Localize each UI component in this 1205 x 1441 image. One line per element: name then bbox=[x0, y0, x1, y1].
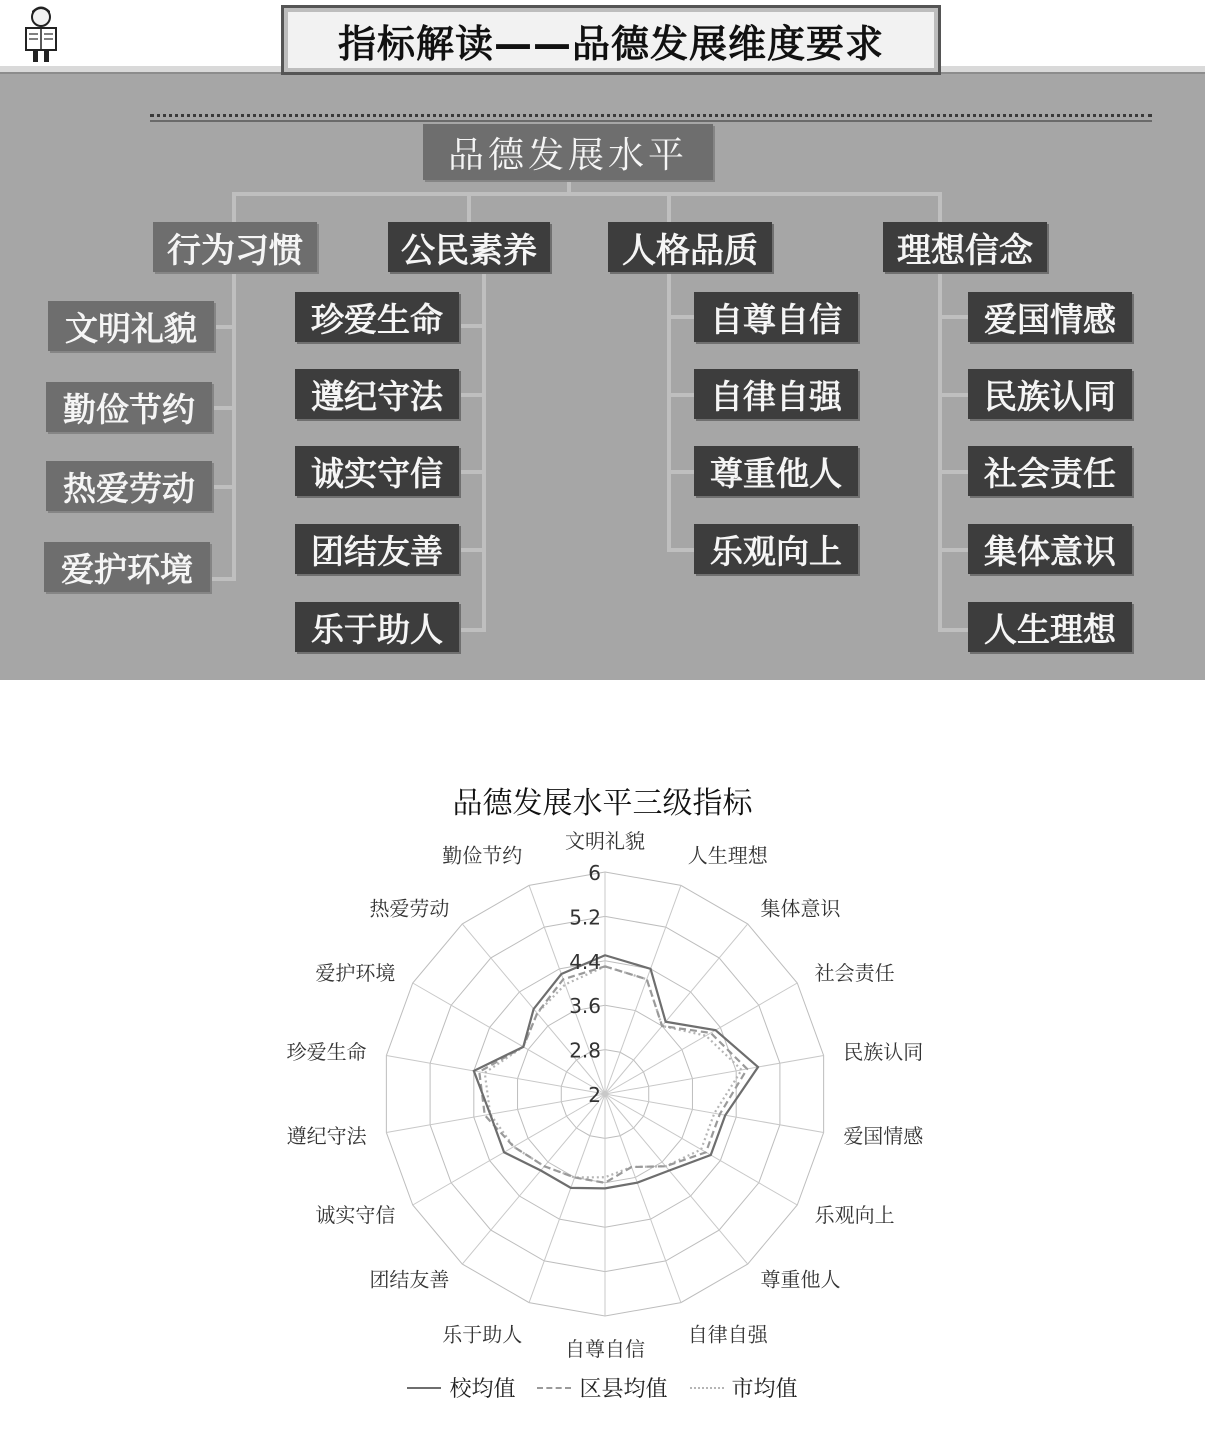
category-label: 热爱劳动 bbox=[369, 896, 450, 921]
legend-label: 校均值 bbox=[449, 1377, 516, 1402]
grid-spoke bbox=[605, 885, 681, 1094]
leaf-item: 人生理想 bbox=[968, 602, 1132, 652]
category-label: 乐于助人 bbox=[442, 1322, 523, 1347]
chart-title: 品德发展水平三级指标 bbox=[452, 786, 753, 821]
category-label: 尊重他人 bbox=[760, 1267, 841, 1292]
leaf-item: 集体意识 bbox=[968, 524, 1132, 574]
leaf-item: 诚实守信 bbox=[295, 446, 459, 496]
chart-legend bbox=[0, 1372, 1205, 1403]
tick-label: 2 bbox=[588, 1083, 601, 1107]
grid-spoke bbox=[529, 1094, 605, 1303]
tick-label: 6 bbox=[588, 861, 601, 885]
leaf-item: 爱国情感 bbox=[968, 292, 1132, 342]
category-label: 自尊自信 bbox=[565, 1337, 645, 1361]
category-label: 珍爱生命 bbox=[286, 1039, 367, 1064]
category-label: 人生理想 bbox=[687, 843, 768, 868]
leaf-item: 热爱劳动 bbox=[46, 461, 212, 511]
legend-label: 市均值 bbox=[731, 1377, 798, 1402]
legend-item-city bbox=[690, 1372, 798, 1403]
leaf-item: 自尊自信 bbox=[694, 292, 858, 342]
category-label: 爱护环境 bbox=[315, 961, 396, 985]
category-label: 爱国情感 bbox=[843, 1124, 924, 1149]
category-label: 团结友善 bbox=[369, 1267, 450, 1292]
category-label: 社会责任 bbox=[814, 961, 895, 985]
tick-label: 2.8 bbox=[569, 1038, 601, 1063]
category-citizenship: 公民素养 bbox=[388, 222, 550, 272]
leaf-item: 珍爱生命 bbox=[295, 292, 459, 342]
legend-swatch bbox=[407, 1387, 441, 1389]
category-label: 乐观向上 bbox=[814, 1203, 895, 1227]
category-behavior: 行为习惯 bbox=[153, 222, 317, 272]
legend-item-district bbox=[537, 1372, 667, 1403]
legend-item-school bbox=[407, 1372, 515, 1403]
leaf-item: 社会责任 bbox=[968, 446, 1132, 496]
leaf-item: 文明礼貌 bbox=[48, 301, 214, 351]
category-label: 诚实守信 bbox=[315, 1203, 396, 1227]
category-ideals: 理想信念 bbox=[883, 222, 1047, 272]
page-title: 指标解读——品德发展维度要求 bbox=[281, 5, 941, 75]
legend-label: 区县均值 bbox=[579, 1377, 668, 1402]
tick-label: 3.6 bbox=[569, 994, 601, 1019]
category-personality: 人格品质 bbox=[608, 222, 772, 272]
leaf-item: 爱护环境 bbox=[44, 542, 210, 592]
grid-spoke bbox=[605, 1094, 681, 1303]
category-label: 自律自强 bbox=[687, 1322, 768, 1347]
tree-root: 品德发展水平 bbox=[423, 124, 713, 180]
leaf-item: 遵纪守法 bbox=[295, 369, 459, 419]
category-label: 民族认同 bbox=[843, 1039, 924, 1064]
leaf-item: 团结友善 bbox=[295, 524, 459, 574]
category-label: 遵纪守法 bbox=[286, 1124, 367, 1149]
leaf-item: 乐观向上 bbox=[694, 524, 858, 574]
leaf-item: 勤俭节约 bbox=[46, 382, 212, 432]
tick-label: 5.2 bbox=[569, 905, 601, 930]
category-label: 勤俭节约 bbox=[442, 843, 523, 868]
leaf-item: 自律自强 bbox=[694, 369, 858, 419]
leaf-item: 乐于助人 bbox=[295, 602, 459, 652]
category-label: 集体意识 bbox=[760, 896, 841, 921]
legend-swatch bbox=[690, 1387, 724, 1389]
category-label: 文明礼貌 bbox=[565, 829, 645, 853]
leaf-item: 民族认同 bbox=[968, 369, 1132, 419]
series-line bbox=[474, 955, 758, 1188]
tick-label: 4.4 bbox=[569, 949, 601, 974]
leaf-item: 尊重他人 bbox=[694, 446, 858, 496]
legend-swatch bbox=[537, 1387, 571, 1389]
